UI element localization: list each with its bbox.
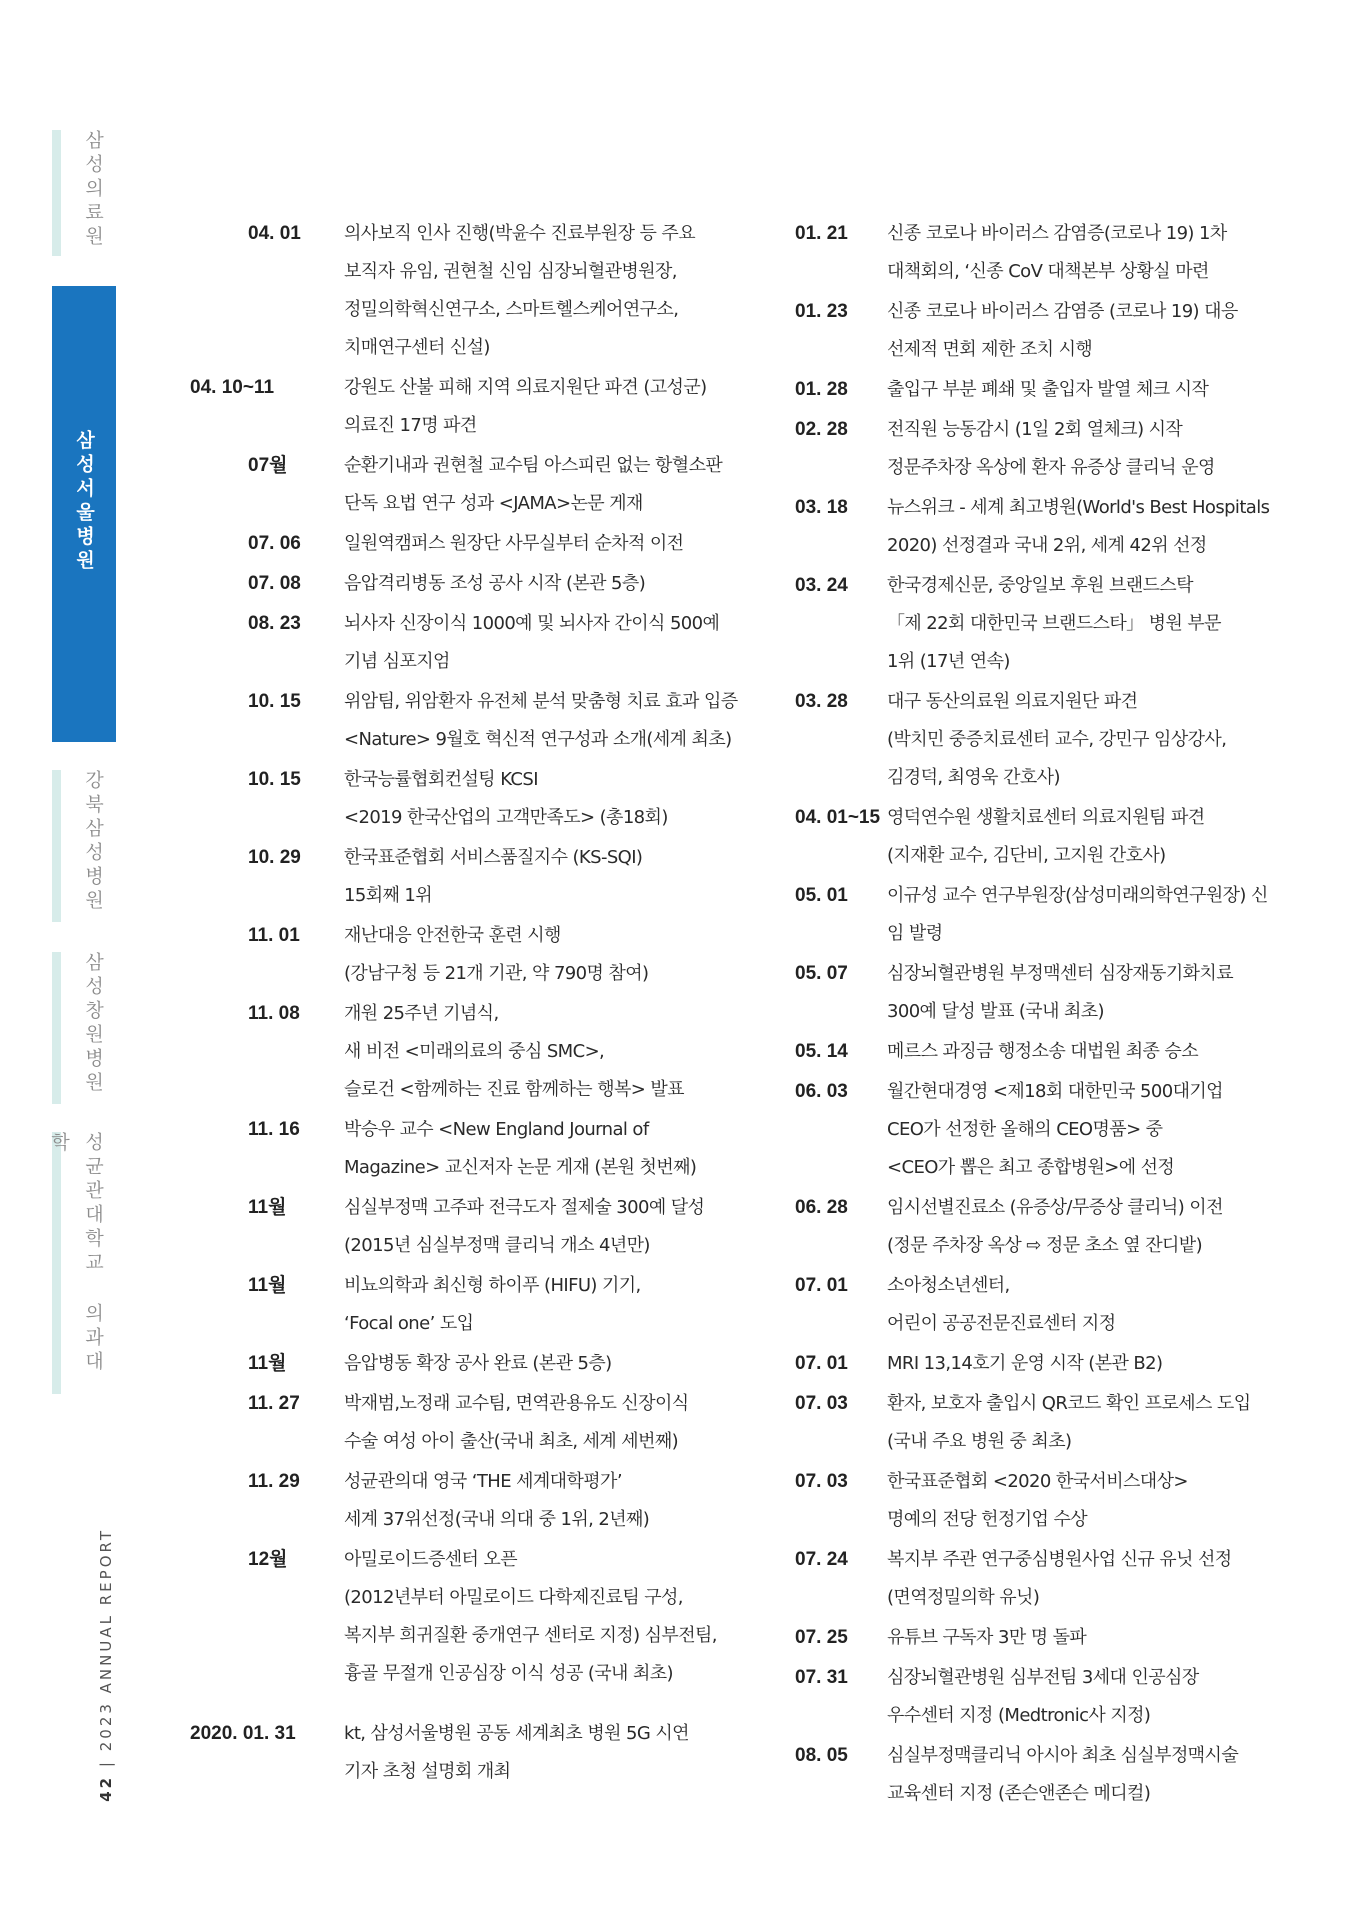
- entry-description: [887, 215, 1285, 291]
- timeline-entry: [795, 411, 1285, 487]
- entry-line: 의사보직 인사 진행(박윤수 진료부원장 등 주요: [344, 223, 696, 244]
- entry-line: 세계 37위선정(국내 의대 중 1위, 2년째): [344, 1509, 650, 1530]
- entry-date: 01. 28: [795, 379, 848, 400]
- entry-description: [344, 369, 750, 445]
- footer-separator: |: [97, 1759, 115, 1768]
- timeline-entry: [190, 525, 750, 563]
- entry-line: 새 비전 <미래의료의 중심 SMC>,: [344, 1041, 605, 1062]
- entry-line: 박승우 교수 <New England Journal of: [344, 1119, 649, 1140]
- entry-description: [344, 447, 750, 523]
- entry-line: MRI 13,14호기 운영 시작 (본관 B2): [887, 1353, 1163, 1374]
- entry-line: (국내 주요 병원 중 최초): [887, 1431, 1072, 1452]
- entry-line: (박치민 중증치료센터 교수, 강민구 임상강사,: [887, 729, 1227, 750]
- entry-description: [344, 1111, 750, 1187]
- sidebar-tab-label: 삼성의료원: [82, 130, 104, 250]
- entry-line: 1위 (17년 연속): [887, 651, 1010, 672]
- entry-line: 비뇨의학과 최신형 하이푸 (HIFU) 기기,: [344, 1275, 641, 1296]
- timeline-entry: [190, 1111, 750, 1187]
- entry-date: 07. 25: [795, 1627, 848, 1648]
- tab-indicator-bar: [52, 770, 61, 922]
- entry-line: CEO가 선정한 올해의 CEO명품> 중: [887, 1119, 1163, 1140]
- entry-date: 07월: [248, 455, 288, 476]
- entry-date: 11월: [248, 1275, 287, 1296]
- entry-line: 김경덕, 최영욱 간호사): [887, 767, 1060, 788]
- entry-line: 심장뇌혈관병원 부정맥센터 심장재동기화치료: [887, 963, 1234, 984]
- entry-line: <Nature> 9월호 혁신적 연구성과 소개(세계 최초): [344, 729, 732, 750]
- timeline-entry: [795, 371, 1285, 409]
- entry-line: Magazine> 교신저자 논문 게재 (본원 첫번째): [344, 1157, 697, 1178]
- entry-line: 심장뇌혈관병원 심부전팀 3세대 인공심장: [887, 1667, 1199, 1688]
- entry-line: 보직자 유임, 권현철 신임 심장뇌혈관병원장,: [344, 261, 677, 282]
- entry-description: [344, 1189, 750, 1265]
- entry-line: 교육센터 지정 (존슨앤존슨 메디컬): [887, 1783, 1151, 1804]
- entry-description: [887, 955, 1285, 1031]
- entry-date: 03. 28: [795, 691, 848, 712]
- entry-line: 음압병동 확장 공사 완료 (본관 5층): [344, 1353, 612, 1374]
- timeline-entry: [190, 761, 750, 837]
- entry-line: 임 발령: [887, 923, 943, 944]
- entry-description: [344, 215, 750, 367]
- sidebar-tab-label: 성균관대학교 의과대학: [48, 1132, 104, 1375]
- timeline-entry: [795, 1541, 1285, 1617]
- timeline-entry: [795, 799, 1285, 875]
- entry-description: [887, 1619, 1285, 1657]
- sidebar-tab-label: 강북삼성병원: [82, 770, 104, 914]
- timeline-entry: [795, 1463, 1285, 1539]
- timeline-column-right: [795, 215, 1285, 1815]
- timeline-entry: [795, 1345, 1285, 1383]
- entry-line: 강원도 산불 피해 지역 의료지원단 파견 (고성군): [344, 377, 707, 398]
- entry-line: 대책회의, ‘신종 CoV 대책본부 상황실 마련: [887, 261, 1209, 282]
- entry-date: 08. 05: [795, 1745, 848, 1766]
- entry-date: 07. 01: [795, 1275, 848, 1296]
- entry-description: [344, 917, 750, 993]
- entry-date: 01. 21: [795, 223, 848, 244]
- timeline-entry: [795, 489, 1285, 565]
- entry-line: 선제적 면회 제한 조치 시행: [887, 339, 1093, 360]
- timeline-column-left: [190, 215, 750, 1793]
- entry-description: [344, 525, 750, 563]
- timeline-entry: [795, 1267, 1285, 1343]
- entry-line: 신종 코로나 바이러스 감염증 (코로나 19) 대응: [887, 301, 1238, 322]
- entry-line: 흉골 무절개 인공심장 이식 성공 (국내 최초): [344, 1663, 673, 1684]
- entry-description: [887, 293, 1285, 369]
- entry-description: [344, 1715, 750, 1791]
- entry-date: 05. 07: [795, 963, 848, 984]
- entry-line: (2012년부터 아밀로이드 다학제진료팀 구성,: [344, 1587, 683, 1608]
- sidebar-tab-skku-medicine[interactable]: [48, 1132, 116, 1394]
- sidebar-tab-label: 삼성창원병원: [82, 952, 104, 1096]
- entry-line: 어린이 공공전문진료센터 지정: [887, 1313, 1116, 1334]
- report-label: 2023 ANNUAL REPORT: [97, 1528, 115, 1752]
- entry-line: 대구 동산의료원 의료지원단 파견: [887, 691, 1138, 712]
- timeline-entry: [795, 1073, 1285, 1187]
- timeline-entry: [190, 683, 750, 759]
- entry-line: <2019 한국산업의 고객만족도> (총18회): [344, 807, 668, 828]
- timeline-entry: [190, 1267, 750, 1343]
- timeline-entry: [190, 1345, 750, 1383]
- tab-indicator-bar: [52, 130, 61, 256]
- timeline-entry: [190, 369, 750, 445]
- entry-line: 한국표준협회 <2020 한국서비스대상>: [887, 1471, 1188, 1492]
- entry-description: [887, 1189, 1285, 1265]
- entry-line: 재난대응 안전한국 훈련 시행: [344, 925, 561, 946]
- entry-line: 한국표준협회 서비스품질지수 (KS-SQI): [344, 847, 643, 868]
- entry-line: 한국경제신문, 중앙일보 후원 브랜드스탁: [887, 575, 1193, 596]
- entry-line: 300예 달성 발표 (국내 최초): [887, 1001, 1104, 1022]
- timeline-entry: [190, 565, 750, 603]
- entry-line: 소아청소년센터,: [887, 1275, 1010, 1296]
- entry-date: 01. 23: [795, 301, 848, 322]
- timeline-entry: [795, 567, 1285, 681]
- entry-description: [344, 1463, 750, 1539]
- timeline-entry: [190, 917, 750, 993]
- entry-date: 11. 27: [248, 1393, 300, 1414]
- timeline-entry: [190, 447, 750, 523]
- entry-description: [887, 489, 1285, 565]
- entry-description: [887, 799, 1285, 875]
- entry-date: 10. 15: [248, 691, 301, 712]
- entry-line: 음압격리병동 조성 공사 시작 (본관 5층): [344, 573, 646, 594]
- entry-line: (2015년 심실부정맥 클리닉 개소 4년만): [344, 1235, 650, 1256]
- timeline-entry: [190, 1463, 750, 1539]
- entry-description: [344, 1541, 750, 1693]
- timeline-entry: [795, 1033, 1285, 1071]
- entry-date: 06. 03: [795, 1081, 848, 1102]
- timeline-entry: [190, 995, 750, 1109]
- timeline-entry: [795, 1385, 1285, 1461]
- entry-line: 심실부정맥클리닉 아시아 최초 심실부정맥시술: [887, 1745, 1239, 1766]
- entry-date: 11. 29: [248, 1471, 300, 1492]
- entry-line: 임시선별진료소 (유증상/무증상 클리닉) 이전: [887, 1197, 1223, 1218]
- timeline-entry: [190, 1541, 750, 1693]
- entry-date: 05. 01: [795, 885, 848, 906]
- entry-description: [887, 1659, 1285, 1735]
- entry-description: [887, 411, 1285, 487]
- entry-line: 기자 초청 설명회 개최: [344, 1761, 511, 1782]
- entry-line: 메르스 과징금 행정소송 대법원 최종 승소: [887, 1041, 1199, 1062]
- entry-line: 「제 22회 대한민국 브랜드스타」 병원 부문: [887, 613, 1221, 634]
- entry-description: [344, 683, 750, 759]
- entry-line: 뇌사자 신장이식 1000예 및 뇌사자 간이식 500예: [344, 613, 720, 634]
- sidebar-tab-samsung-medical-center[interactable]: [52, 130, 116, 256]
- entry-line: (강남구청 등 21개 기관, 약 790명 참여): [344, 963, 649, 984]
- entry-line: 영덕연수원 생활치료센터 의료지원팀 파견: [887, 807, 1205, 828]
- entry-line: 성균관의대 영국 ‘THE 세계대학평가’: [344, 1471, 622, 1492]
- entry-date: 07. 06: [248, 533, 301, 554]
- entry-date: 03. 24: [795, 575, 848, 596]
- entry-line: 복지부 희귀질환 중개연구 센터로 지정) 심부전팀,: [344, 1625, 717, 1646]
- entry-line: 신종 코로나 바이러스 감염증(코로나 19) 1차: [887, 223, 1227, 244]
- entry-description: [887, 1267, 1285, 1343]
- entry-date: 07. 31: [795, 1667, 848, 1688]
- entry-line: 위암팀, 위암환자 유전체 분석 맞춤형 치료 효과 입증: [344, 691, 738, 712]
- entry-line: (지재환 교수, 김단비, 고지원 간호사): [887, 845, 1166, 866]
- timeline-entry: [795, 293, 1285, 369]
- entry-date: 03. 18: [795, 497, 848, 518]
- entry-description: [887, 567, 1285, 681]
- entry-date: 05. 14: [795, 1041, 848, 1062]
- entry-line: <CEO가 뽑은 최고 종합병원>에 선정: [887, 1157, 1175, 1178]
- entry-description: [344, 605, 750, 681]
- entry-line: 개원 25주년 기념식,: [344, 1003, 499, 1024]
- entry-line: 순환기내과 권현철 교수팀 아스피린 없는 항혈소판: [344, 455, 723, 476]
- entry-date: 02. 28: [795, 419, 848, 440]
- entry-line: 명예의 전당 헌정기업 수상: [887, 1509, 1088, 1530]
- timeline-entry: [795, 1619, 1285, 1657]
- sidebar-tab-label: 삼성서울병원: [73, 430, 95, 574]
- entry-description: [887, 1033, 1285, 1071]
- entry-line: 이규성 교수 연구부원장(삼성미래의학연구원장) 신: [887, 885, 1268, 906]
- entry-line: 박재범,노정래 교수팀, 면역관용유도 신장이식: [344, 1393, 689, 1414]
- entry-description: [344, 839, 750, 915]
- timeline-entry: [190, 839, 750, 915]
- entry-description: [887, 877, 1285, 953]
- entry-line: 한국능률협회컨설팅 KCSI: [344, 769, 538, 790]
- entry-date: 11. 16: [248, 1119, 300, 1140]
- entry-line: 기념 심포지엄: [344, 651, 450, 672]
- entry-line: 월간현대경영 <제18회 대한민국 500대기업: [887, 1081, 1223, 1102]
- entry-description: [887, 1385, 1285, 1461]
- entry-line: (면역정밀의학 유닛): [887, 1587, 1040, 1608]
- entry-date: 04. 01~15: [795, 807, 881, 828]
- entry-description: [344, 1267, 750, 1343]
- entry-date: 08. 23: [248, 613, 301, 634]
- entry-line: 환자, 보호자 출입시 QR코드 확인 프로세스 도입: [887, 1393, 1251, 1414]
- page-footer: [97, 1528, 115, 1802]
- entry-description: [887, 683, 1285, 797]
- entry-date: 10. 15: [248, 769, 301, 790]
- entry-date: 11월: [248, 1197, 287, 1218]
- entry-line: kt, 삼성서울병원 공동 세계최초 병원 5G 시연: [344, 1723, 689, 1744]
- entry-description: [887, 1463, 1285, 1539]
- entry-description: [344, 1385, 750, 1461]
- timeline-entry: [795, 215, 1285, 291]
- entry-description: [887, 1345, 1285, 1383]
- sidebar-tab-samsung-changwon-hospital[interactable]: [52, 952, 116, 1104]
- entry-line: 유튜브 구독자 3만 명 돌파: [887, 1627, 1087, 1648]
- timeline-entry: [190, 605, 750, 681]
- entry-line: 출입구 부분 폐쇄 및 출입자 발열 체크 시작: [887, 379, 1209, 400]
- entry-date: 12월: [248, 1549, 288, 1570]
- entry-date: 07. 01: [795, 1353, 848, 1374]
- entry-description: [344, 1345, 750, 1383]
- sidebar-tab-samsung-seoul-hospital[interactable]: [52, 286, 116, 742]
- entry-description: [344, 995, 750, 1109]
- entry-line: 아밀로이드증센터 오픈: [344, 1549, 518, 1570]
- entry-date: 11. 01: [248, 925, 300, 946]
- entry-line: 심실부정맥 고주파 전극도자 절제술 300예 달성: [344, 1197, 705, 1218]
- entry-description: [887, 1073, 1285, 1187]
- timeline-entry: [795, 1189, 1285, 1265]
- entry-date: 11. 08: [248, 1003, 300, 1024]
- entry-date: 07. 08: [248, 573, 301, 594]
- tab-indicator-bar: [52, 952, 61, 1104]
- entry-date: 06. 28: [795, 1197, 848, 1218]
- entry-date: 04. 01: [248, 223, 301, 244]
- entry-line: 슬로건 <함께하는 진료 함께하는 행복> 발표: [344, 1079, 684, 1100]
- entry-line: 전직원 능동감시 (1일 2회 열체크) 시작: [887, 419, 1183, 440]
- entry-description: [344, 565, 750, 603]
- entry-line: 일원역캠퍼스 원장단 사무실부터 순차적 이전: [344, 533, 684, 554]
- entry-line: 우수센터 지정 (Medtronic사 지정): [887, 1705, 1151, 1726]
- entry-date: 11월: [248, 1353, 287, 1374]
- entry-description: [344, 761, 750, 837]
- timeline-entry: [190, 1189, 750, 1265]
- entry-line: ‘Focal one’ 도입: [344, 1313, 474, 1334]
- timeline-entry: [795, 955, 1285, 1031]
- entry-line: 복지부 주관 연구중심병원사업 신규 유닛 선정: [887, 1549, 1232, 1570]
- entry-line: 15회째 1위: [344, 885, 433, 906]
- page-number: 42: [97, 1775, 115, 1802]
- timeline-entry: [190, 1385, 750, 1461]
- entry-line: 2020) 선정결과 국내 2위, 세계 42위 선정: [887, 535, 1207, 556]
- entry-date: 2020. 01. 31: [190, 1723, 296, 1744]
- entry-line: 단독 요법 연구 성과 <JAMA>논문 게재: [344, 493, 643, 514]
- entry-date: 04. 10~11: [190, 377, 275, 398]
- entry-date: 07. 03: [795, 1393, 848, 1414]
- timeline-entry: [190, 1715, 750, 1791]
- entry-line: 수술 여성 아이 출산(국내 최초, 세계 세번째): [344, 1431, 679, 1452]
- entry-date: 07. 24: [795, 1549, 848, 1570]
- entry-line: 정문주차장 옥상에 환자 유증상 클리닉 운영: [887, 457, 1215, 478]
- entry-line: 의료진 17명 파견: [344, 415, 477, 436]
- timeline-entry: [795, 683, 1285, 797]
- entry-line: (정문 주차장 옥상 ⇨ 정문 초소 옆 잔디밭): [887, 1235, 1202, 1256]
- tab-indicator-bar: [52, 1132, 61, 1394]
- timeline-entry: [190, 215, 750, 367]
- entry-line: 뉴스위크 - 세계 최고병원(World's Best Hospitals: [887, 497, 1270, 518]
- sidebar-tab-kangbuk-samsung-hospital[interactable]: [52, 770, 116, 922]
- entry-line: 치매연구센터 신설): [344, 337, 490, 358]
- entry-line: 정밀의학혁신연구소, 스마트헬스케어연구소,: [344, 299, 679, 320]
- entry-date: 10. 29: [248, 847, 301, 868]
- entry-date: 07. 03: [795, 1471, 848, 1492]
- entry-description: [887, 1541, 1285, 1617]
- entry-description: [887, 1737, 1285, 1813]
- entry-description: [887, 371, 1285, 409]
- timeline-entry: [795, 1659, 1285, 1735]
- timeline-entry: [795, 877, 1285, 953]
- timeline-entry: [795, 1737, 1285, 1813]
